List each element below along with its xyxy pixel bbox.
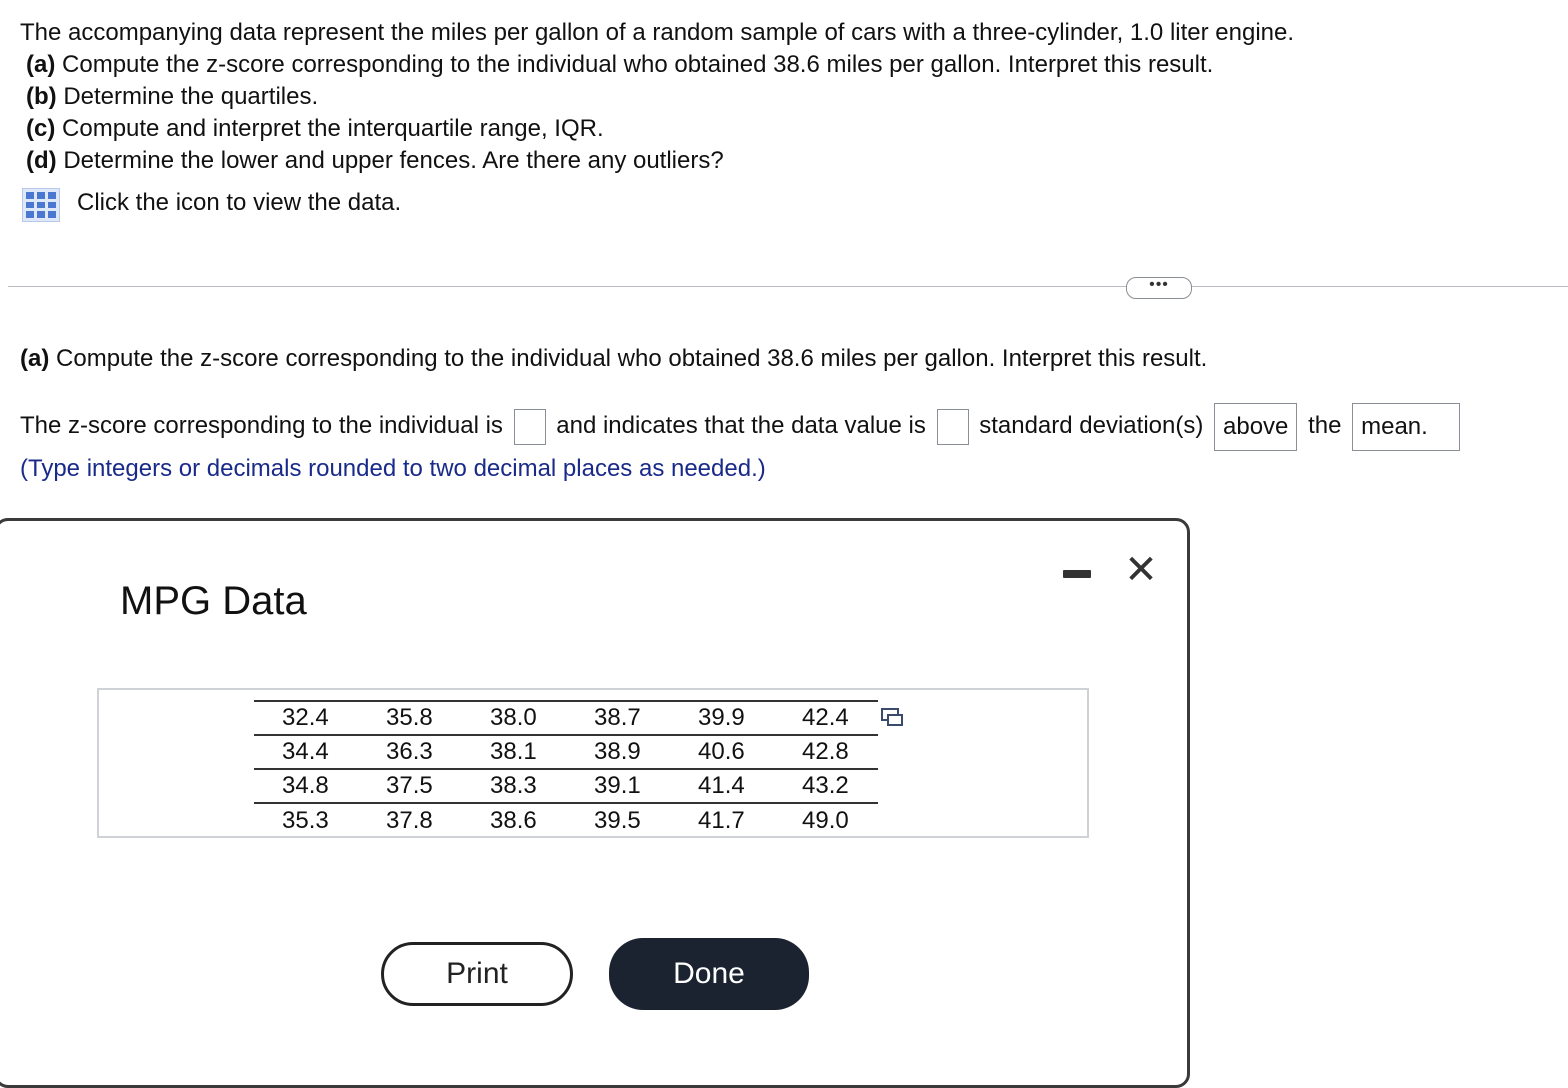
table-cell: 39.9 [670,701,774,735]
table-grid-icon[interactable] [22,188,60,222]
std-dev-count-input[interactable] [937,409,969,445]
question-a: (a) Compute the z-score corresponding to the individual who obtained 38.6 miles per gallon. Interpret this result. [20,345,1208,372]
table-cell: 41.4 [670,769,774,803]
problem-part-a: (a) Compute the z-score corresponding to the individual who obtained 38.6 miles per gallon. Interpret this result. [26,51,1214,78]
answer-prefix: The z-score corresponding to the individual is [20,412,503,439]
answer-middle: and indicates that the data value is [556,412,926,439]
answer-suffix: standard deviation(s) [979,412,1204,439]
direction-dropdown[interactable]: above [1214,403,1297,451]
table-cell: 37.5 [358,769,462,803]
table-cell: 39.1 [566,769,670,803]
table-cell: 38.1 [462,735,566,769]
copy-icon[interactable] [880,707,904,727]
table-cell: 38.7 [566,701,670,735]
table-cell: 40.6 [670,735,774,769]
answer-line [20,402,1464,451]
table-cell: 49.0 [802,806,849,834]
table-cell: 34.8 [254,769,358,803]
modal-title: MPG Data [120,579,307,623]
table-row [254,803,878,837]
mpg-data-table [254,700,878,837]
problem-part-d: (d) Determine the lower and upper fences. Are there any outliers? [26,147,724,174]
table-cell: 34.4 [254,735,358,769]
table-cell: 42.4 [774,701,878,735]
table-cell: 38.3 [462,769,566,803]
word-the: the [1308,412,1342,439]
table-cell: 41.7 [698,806,745,834]
table-cell: 43.2 [774,769,878,803]
table-row [254,735,878,769]
table-cell: 39.5 [594,806,641,834]
section-divider [8,286,1568,287]
problem-intro: The accompanying data represent the miles per gallon of a random sample of cars with a three-cylinder, 1.0 liter engine. [20,19,1295,46]
table-cell: 37.8 [386,806,433,834]
table-cell: 32.4 [254,701,358,735]
minimize-icon[interactable] [1063,570,1091,578]
table-row [254,769,878,803]
close-icon[interactable]: ✕ [1124,548,1158,592]
table-cell: 38.6 [490,806,537,834]
table-cell: 35.8 [358,701,462,735]
done-button[interactable]: Done [609,938,809,1010]
z-score-input[interactable] [514,409,546,445]
table-cell: 42.8 [774,735,878,769]
table-row [254,701,878,735]
measure-dropdown[interactable]: mean. [1352,403,1460,451]
rounding-hint: (Type integers or decimals rounded to two decimal places as needed.) [20,455,766,482]
more-options-button[interactable]: ••• [1126,277,1192,299]
print-button[interactable]: Print [381,942,573,1006]
table-cell: 38.0 [462,701,566,735]
table-cell: 35.3 [282,806,329,834]
table-cell: 36.3 [358,735,462,769]
problem-part-c: (c) Compute and interpret the interquartile range, IQR. [26,115,604,142]
table-cell: 38.9 [566,735,670,769]
problem-part-b: (b) Determine the quartiles. [26,83,319,110]
view-data-link[interactable]: Click the icon to view the data. [77,189,402,216]
